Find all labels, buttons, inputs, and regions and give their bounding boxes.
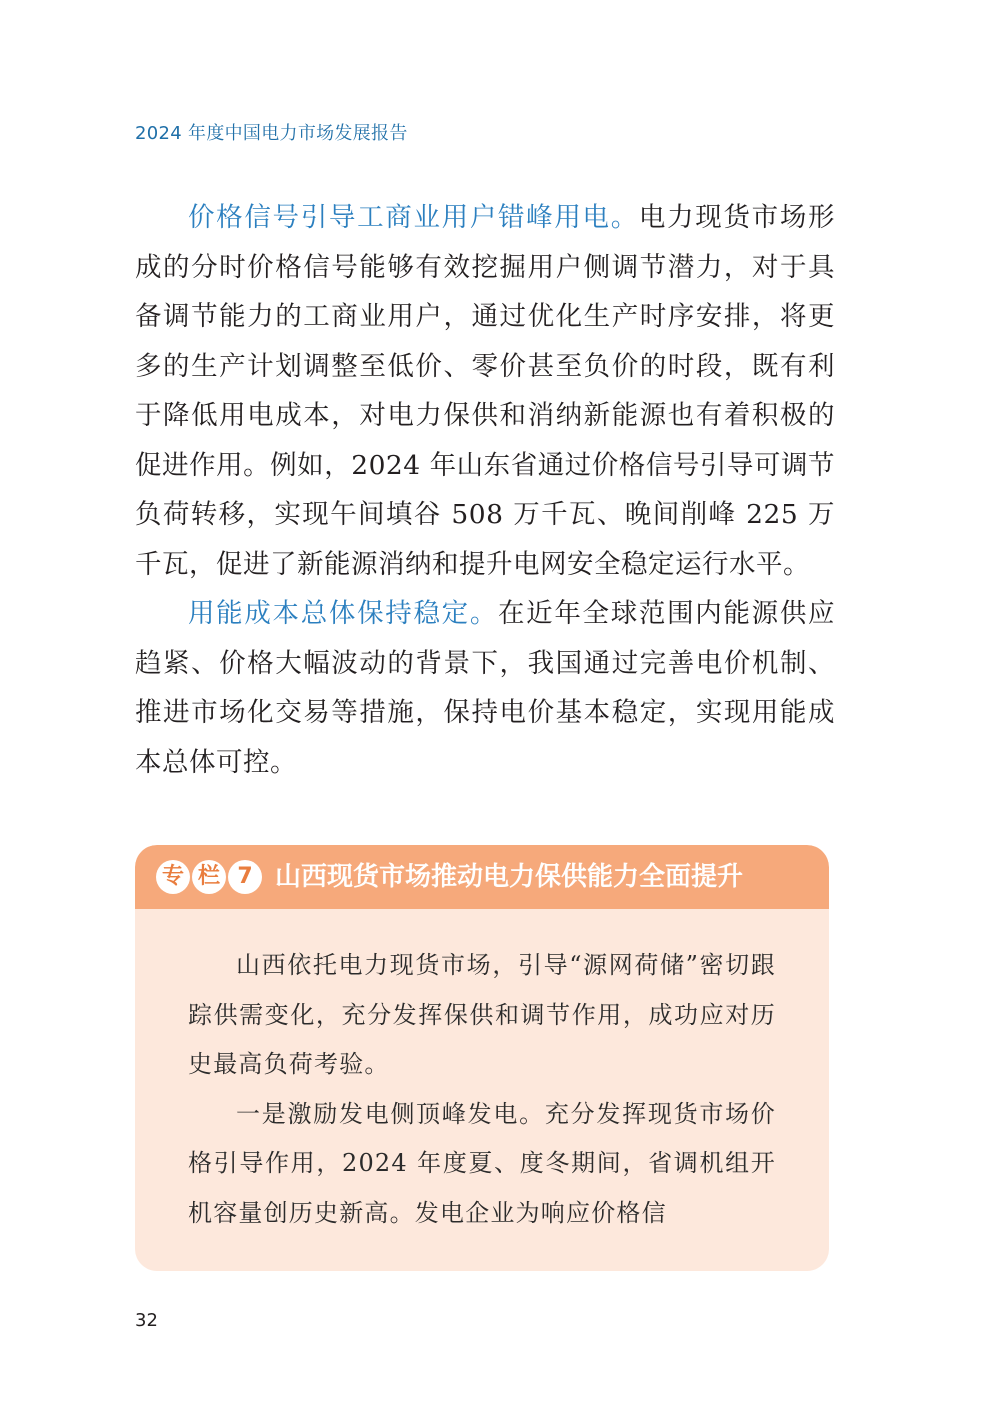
body-text	[135, 193, 835, 787]
paragraph-text: 在近年全球范围内能源供应趋紧、价格大幅波动的背景下，我国通过完善电价机制、推进市场化交易等措施，保持电价基本稳定，实现用能成本总体可控。	[135, 598, 835, 778]
column-badge-char: 专	[156, 860, 190, 894]
column-box	[135, 845, 829, 1271]
column-body	[188, 941, 776, 1238]
column-header	[135, 845, 829, 909]
page-number: 32	[135, 1310, 158, 1331]
column-paragraph: 山西依托电力现货市场，引导“源网荷储”密切跟踪供需变化，充分发挥保供和调节作用，成功应对历史最高负荷考验。	[188, 951, 776, 1078]
column-badge-char: 栏	[192, 860, 226, 894]
column-paragraph: 一是激励发电侧顶峰发电。充分发挥现货市场价格引导作用，2024 年度夏、度冬期间，省调机组开机容量创历史新高。发电企业为响应价格信	[188, 1099, 776, 1227]
column-badge-number: 7	[228, 860, 262, 894]
column-title: 山西现货市场推动电力保供能力全面提升	[275, 862, 744, 892]
paragraph-energy-cost	[135, 589, 835, 787]
paragraph-lead: 价格信号引导工商业用户错峰用电。	[188, 202, 639, 233]
paragraph-lead: 用能成本总体保持稳定。	[188, 598, 498, 629]
paragraph-peak-shifting	[135, 193, 835, 589]
running-header: 2024 年度中国电力市场发展报告	[135, 123, 408, 144]
paragraph-text: 电力现货市场形成的分时价格信号能够有效挖掘用户侧调节潜力，对于具备调节能力的工商业用户，通过优化生产时序安排，将更多的生产计划调整至低价、零价甚至负价的时段，既有利于降低用电成本，对电力保供和消纳新能源也有着积极的促进作用。例如，2024 年山东省通过价格信号引导可调节负荷转移，实现午间填谷 508 万千瓦、晚间削峰 225 万千瓦，促进了新能源消纳和提升电网安全稳定运行水平。	[135, 202, 836, 580]
